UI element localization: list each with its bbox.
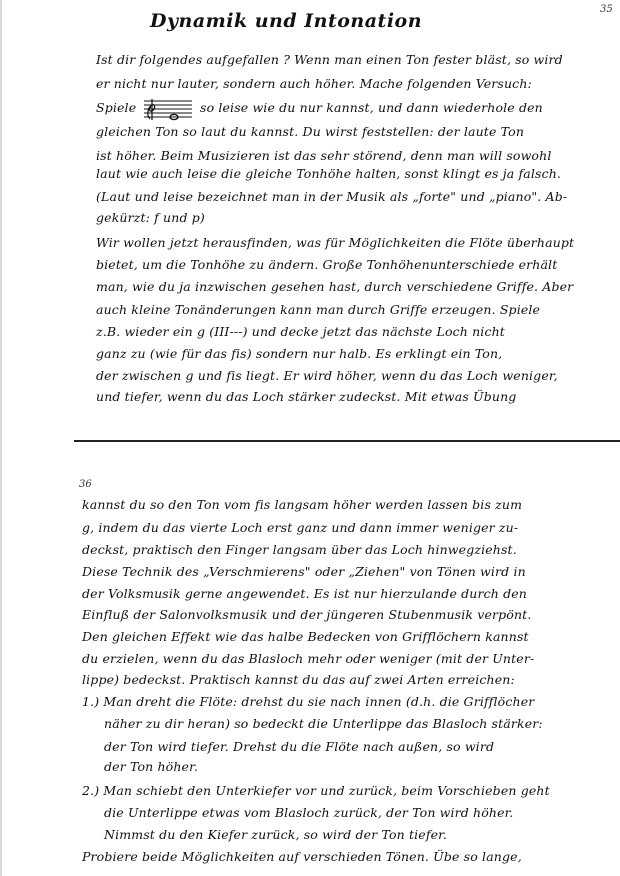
page-divider [74, 440, 620, 442]
list-item: 2.) Man schiebt den Unterkiefer vor und zurück, beim Vorschieben geht [82, 783, 550, 798]
text-line: g, indem du das vierte Loch erst ganz und dann immer weniger zu- [82, 520, 519, 535]
text-line: ganz zu (wie für das fis) sondern nur halb. Es erklingt ein Ton, [96, 346, 503, 361]
text-line: und tiefer, wenn du das Loch stärker zudeckst. Mit etwas Übung [96, 389, 517, 404]
music-staff-icon [140, 97, 196, 121]
text-line: Den gleichen Effekt wie das halbe Bedecken von Grifflöchern kannst [82, 629, 529, 644]
text-line: du erzielen, wenn du das Blasloch mehr oder weniger (mit der Unter- [82, 651, 535, 666]
page-title: Dynamik und Intonation [150, 10, 423, 32]
text-line: Probiere beide Möglichkeiten auf verschieden Tönen. Übe so lange, [82, 849, 522, 864]
text-line: bietet, um die Tonhöhe zu ändern. Große Tonhöhenunterschiede erhält [96, 257, 558, 272]
page-edge-shadow [0, 0, 2, 876]
list-item: 1.) Man dreht die Flöte: drehst du sie nach innen (d.h. die Grifflöcher [82, 694, 535, 709]
text-line: Spiele [96, 100, 137, 115]
text-line: die Unterlippe etwas vom Blasloch zurück, der Ton wird höher. [104, 805, 514, 820]
text-line: Einfluß der Salonvolksmusik und der jüngeren Stubenmusik verpönt. [82, 607, 532, 622]
text-line: Ist dir folgendes aufgefallen ? Wenn man einen Ton fester bläst, so wird [96, 52, 563, 67]
text-line: (Laut und leise bezeichnet man in der Musik als „forte" und „piano". Ab- [96, 189, 568, 204]
text-line: der Ton wird tiefer. Drehst du die Flöte nach außen, so wird [104, 739, 495, 754]
text-line: gekürzt: f und p) [96, 210, 205, 225]
text-line: z.B. wieder ein g (III---) und decke jetzt das nächste Loch nicht [96, 324, 505, 339]
text-line: der Volksmusik gerne angewendet. Es ist nur hierzulande durch den [82, 586, 527, 601]
page-number-lower: 36 [79, 479, 92, 490]
text-line: kannst du so den Ton vom fis langsam höher werden lassen bis zum [82, 497, 523, 512]
text-line: man, wie du ja inzwischen gesehen hast, durch verschiedene Griffe. Aber [96, 279, 574, 294]
text-line: er nicht nur lauter, sondern auch höher. Mache folgenden Versuch: [96, 76, 532, 91]
text-line: auch kleine Tonänderungen kann man durch Griffe erzeugen. Spiele [96, 302, 541, 317]
text-line: so leise wie du nur kannst, und dann wiederhole den [200, 100, 543, 115]
text-line: laut wie auch leise die gleiche Tonhöhe halten, sonst klingt es ja falsch. [96, 166, 562, 181]
text-line: Wir wollen jetzt herausfinden, was für Möglichkeiten die Flöte überhaupt [96, 235, 575, 250]
text-line: der zwischen g und fis liegt. Er wird höher, wenn du das Loch weniger, [96, 368, 558, 383]
text-line: lippe) bedeckst. Praktisch kannst du das auf zwei Arten erreichen: [82, 672, 515, 687]
text-line: Diese Technik des „Verschmierens" oder „Ziehen" von Tönen wird in [82, 564, 526, 579]
text-line: Nimmst du den Kiefer zurück, so wird der Ton tiefer. [104, 827, 448, 842]
page-number-top: 35 [600, 4, 613, 15]
text-line: näher zu dir heran) so bedeckt die Unterlippe das Blasloch stärker: [104, 716, 543, 731]
text-line: gleichen Ton so laut du kannst. Du wirst feststellen: der laute Ton [96, 124, 525, 139]
text-line: der Ton höher. [104, 759, 198, 774]
text-line: deckst, praktisch den Finger langsam über das Loch hinwegziehst. [82, 542, 517, 557]
text-line: ist höher. Beim Musizieren ist das sehr störend, denn man will sowohl [96, 148, 552, 163]
